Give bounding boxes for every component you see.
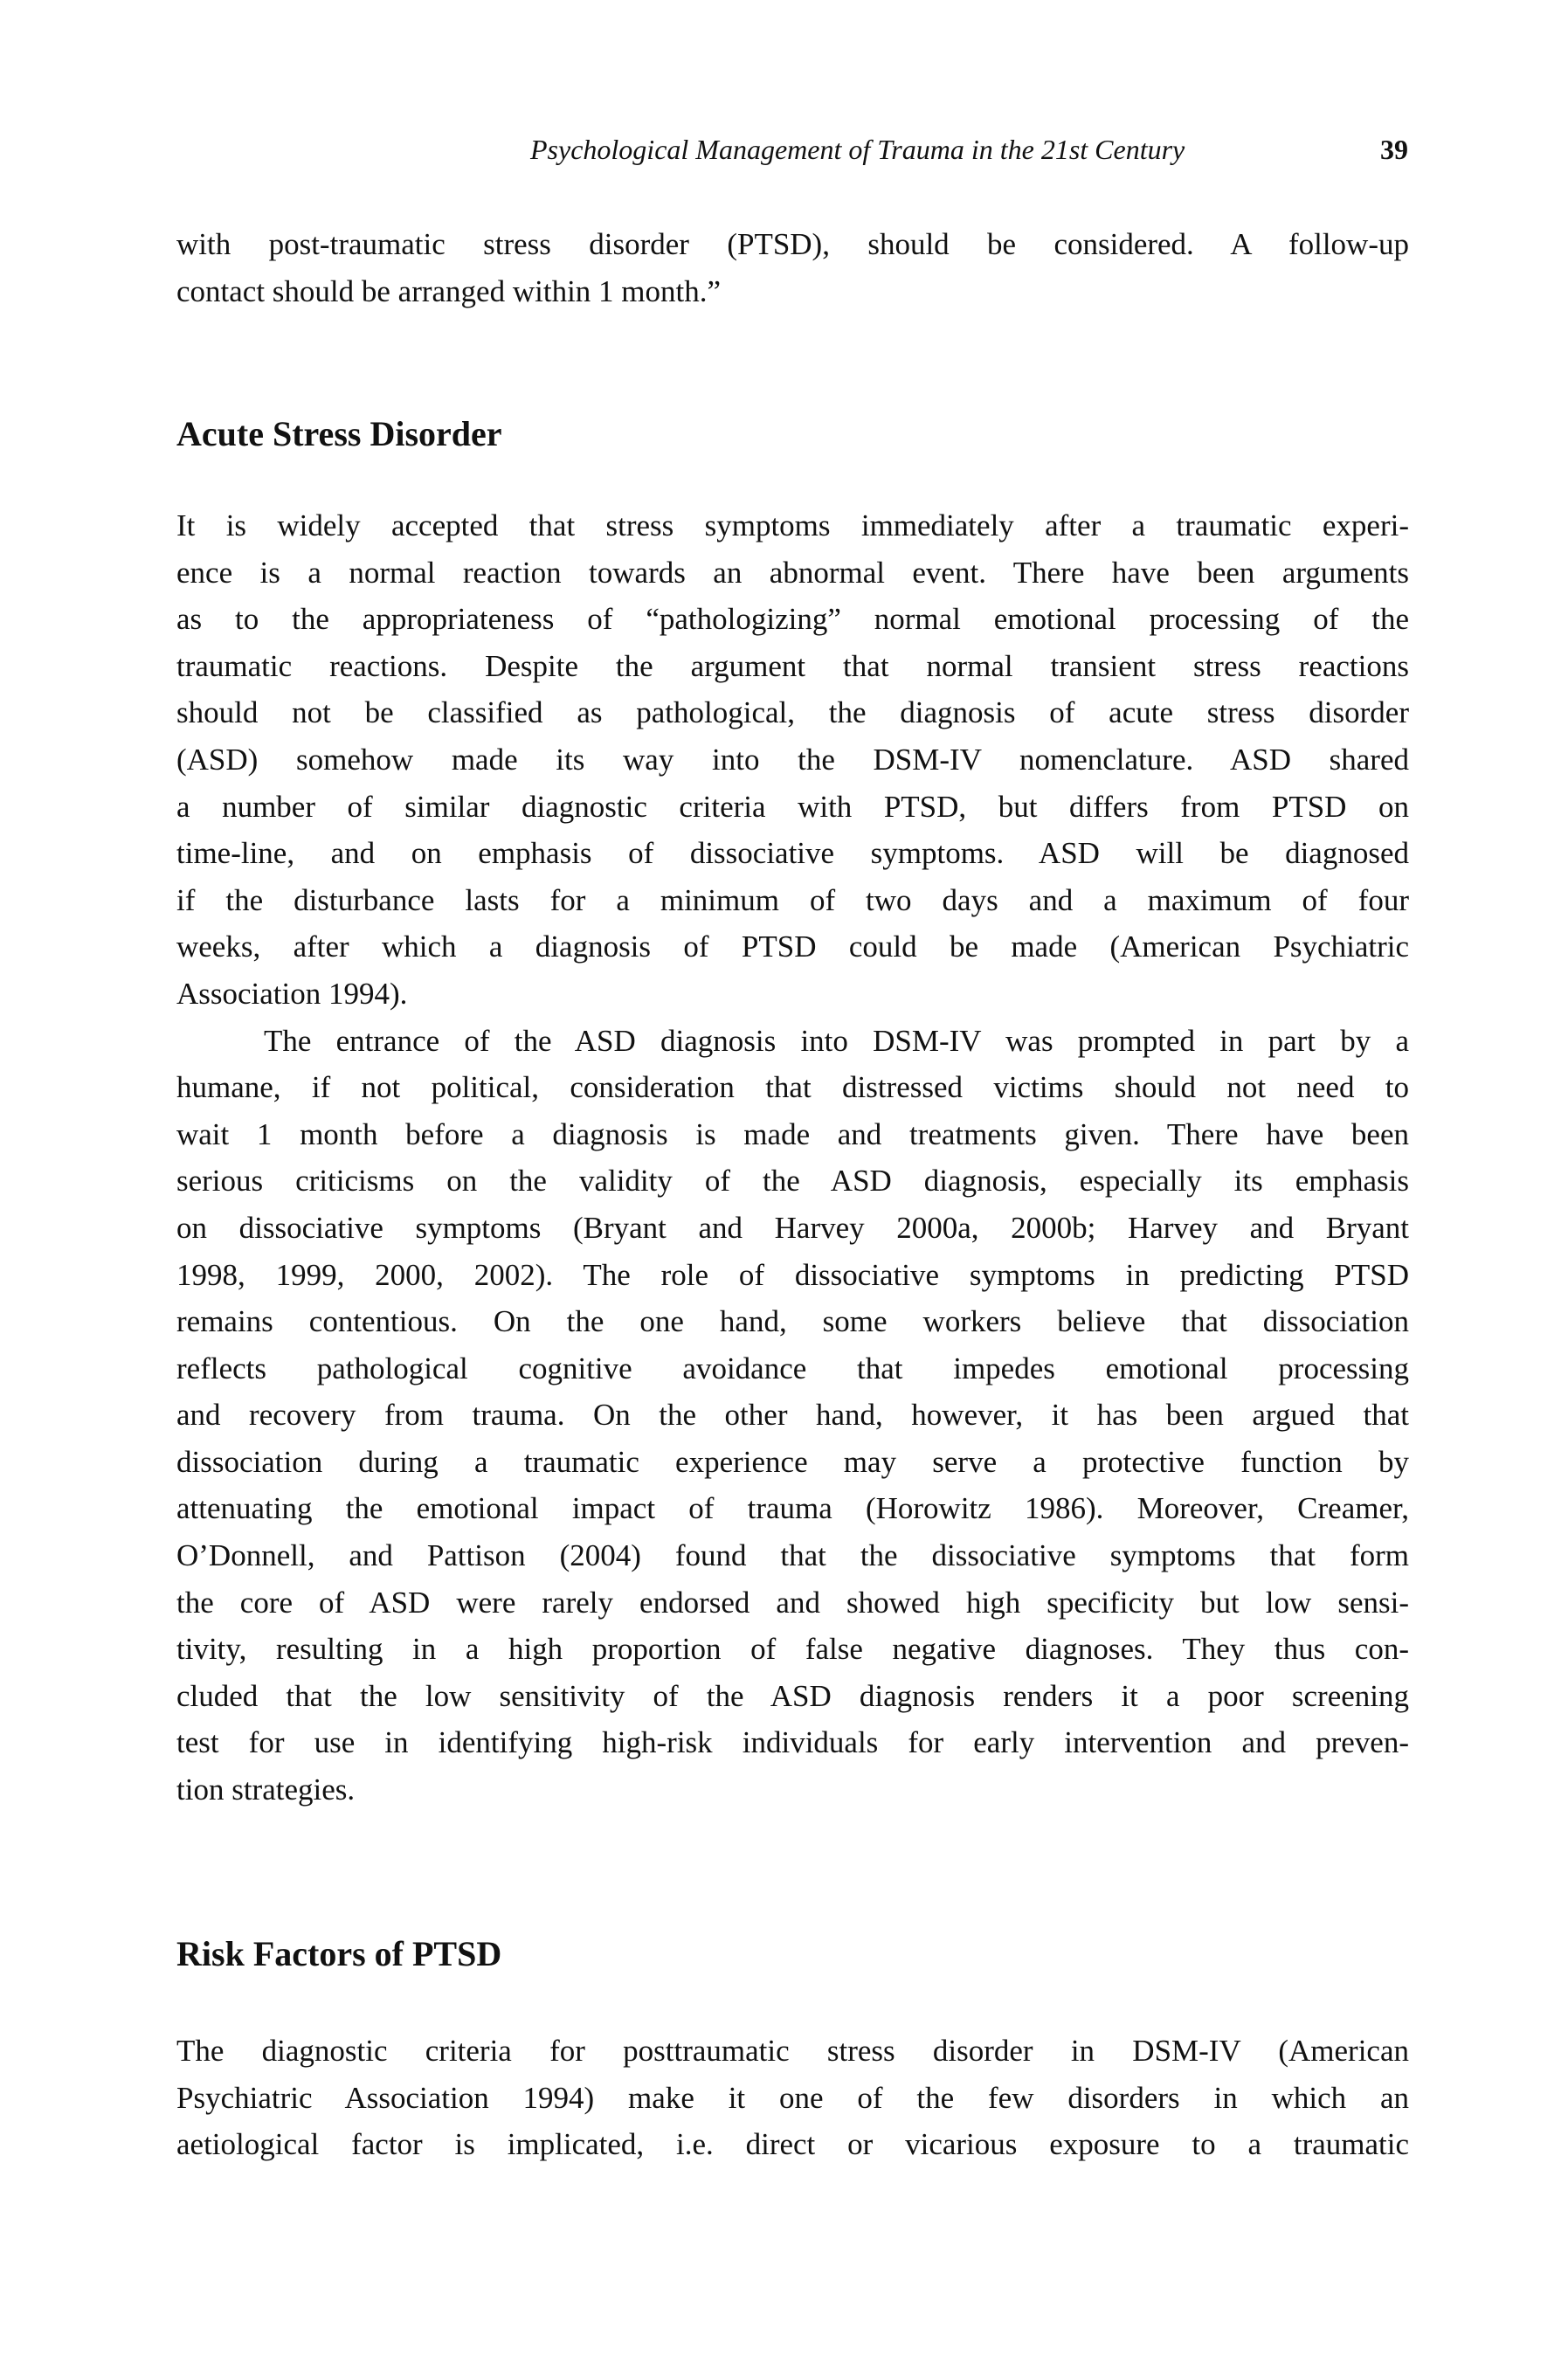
text-line: [176, 596, 1409, 643]
text-line: [176, 1064, 1409, 1111]
text-line-content: remains contentious. On the one hand, some workers believe that dissociation: [176, 1304, 1409, 1339]
section-heading-acute-stress-disorder: Acute Stress Disorder: [176, 414, 502, 453]
text-line: [176, 268, 1409, 315]
text-line-content: humane, if not political, consideration that distressed victims should not need to: [176, 1070, 1409, 1105]
text-line-content: dissociation during a traumatic experience may serve a protective function by: [176, 1444, 1409, 1479]
text-line-content: with post-traumatic stress disorder (PTSD), should be considered. A follow-up: [176, 227, 1409, 261]
text-line-content: and recovery from trauma. On the other hand, however, it has been argued that: [176, 1398, 1409, 1433]
text-line: [176, 2075, 1409, 2122]
text-line-content: traumatic reactions. Despite the argument that normal transient stress reactions: [176, 648, 1409, 683]
text-line-content: as to the appropriateness of “pathologizing” normal emotional processing of the: [176, 602, 1409, 637]
text-line: [176, 1392, 1409, 1439]
text-line: [176, 1018, 1409, 1065]
text-line: [176, 784, 1409, 831]
text-line: [176, 1345, 1409, 1392]
text-line-content: test for use in identifying high-risk individuals for early intervention and preven-: [176, 1725, 1409, 1760]
paragraph: [176, 502, 1409, 1018]
text-line: [176, 643, 1409, 690]
text-line-content: cluded that the low sensitivity of the ASD diagnosis renders it a poor screening: [176, 1678, 1409, 1713]
text-line-content: tion strategies.: [176, 1772, 356, 1807]
text-line-content: Psychiatric Association 1994) make it one of the few disorders in which an: [176, 2080, 1409, 2115]
text-line-content: weeks, after which a diagnosis of PTSD could be made (American Psychiatric: [176, 929, 1409, 964]
text-line-content: time-line, and on emphasis of dissociative symptoms. ASD will be diagnosed: [176, 836, 1409, 871]
text-line: [176, 1626, 1409, 1673]
text-line-content: attenuating the emotional impact of trauma (Horowitz 1986). Moreover, Creamer,: [176, 1491, 1409, 1526]
text-line: [176, 1532, 1409, 1579]
text-line: [176, 2028, 1409, 2075]
text-line: [176, 2121, 1409, 2168]
text-line-content: tivity, resulting in a high proportion of false negative diagnoses. They thus con-: [176, 1632, 1409, 1667]
text-line: [176, 877, 1409, 924]
text-line-content: reflects pathological cognitive avoidance that impedes emotional processing: [176, 1351, 1409, 1385]
intro-paragraph: [176, 221, 1409, 314]
text-line-content: O’Donnell, and Pattison (2004) found that the dissociative symptoms that form: [176, 1538, 1409, 1573]
text-line: [176, 1205, 1409, 1252]
text-line: [176, 1157, 1409, 1205]
text-line: [176, 1298, 1409, 1345]
text-line: [176, 1252, 1409, 1299]
section-heading-risk-factors: Risk Factors of PTSD: [176, 1934, 502, 1973]
paragraph: [176, 1018, 1409, 1814]
text-line: [176, 736, 1409, 784]
text-line: [176, 1673, 1409, 1720]
text-line: [176, 830, 1409, 877]
text-line: [176, 549, 1409, 597]
text-line: [176, 1485, 1409, 1532]
running-header-title: Psychological Management of Trauma in the 21st Century: [530, 134, 1185, 165]
text-line-content: 1998, 1999, 2000, 2002). The role of dissociative symptoms in predicting PTSD: [176, 1257, 1409, 1292]
text-line-content: aetiological factor is implicated, i.e. direct or vicarious exposure to a traumatic: [176, 2127, 1409, 2162]
text-line: [176, 1579, 1409, 1627]
text-line: [176, 923, 1409, 971]
text-line: [176, 1111, 1409, 1158]
text-line: [176, 971, 1409, 1018]
acute-stress-body: [176, 502, 1409, 1814]
running-header: [524, 131, 1408, 168]
text-line-content: if the disturbance lasts for a minimum of two days and a maximum of four: [176, 882, 1409, 917]
text-line: [176, 689, 1409, 736]
text-line-content: The diagnostic criteria for posttraumatic stress disorder in DSM-IV (American: [176, 2034, 1409, 2068]
text-line: [176, 502, 1409, 549]
text-line: [176, 1766, 1409, 1814]
text-line-content: wait 1 month before a diagnosis is made and treatments given. There have been: [176, 1116, 1409, 1151]
page-number: 39: [1380, 134, 1408, 165]
text-line-content: a number of similar diagnostic criteria with PTSD, but differs from PTSD on: [176, 789, 1409, 824]
text-line: [176, 1719, 1409, 1766]
text-line: [176, 1439, 1409, 1486]
risk-factors-paragraph: [176, 2028, 1409, 2168]
text-line-content: The entrance of the ASD diagnosis into DSM-IV was prompted in part by a: [264, 1023, 1409, 1058]
text-line-content: the core of ASD were rarely endorsed and showed high specificity but low sensi-: [176, 1585, 1409, 1620]
text-line-content: contact should be arranged within 1 month.”: [176, 273, 722, 308]
text-line-content: (ASD) somehow made its way into the DSM-IV nomenclature. ASD shared: [176, 742, 1409, 777]
text-line-content: should not be classified as pathological, the diagnosis of acute stress disorder: [176, 695, 1409, 730]
text-line-content: It is widely accepted that stress symptoms immediately after a traumatic experi-: [176, 508, 1409, 542]
text-line-content: on dissociative symptoms (Bryant and Harvey 2000a, 2000b; Harvey and Bryant: [176, 1210, 1409, 1245]
text-line: [176, 221, 1409, 268]
text-line-content: ence is a normal reaction towards an abnormal event. There have been arguments: [176, 555, 1409, 590]
text-line-content: serious criticisms on the validity of the ASD diagnosis, especially its emphasis: [176, 1164, 1409, 1199]
text-line-content: Association 1994).: [176, 976, 408, 1011]
